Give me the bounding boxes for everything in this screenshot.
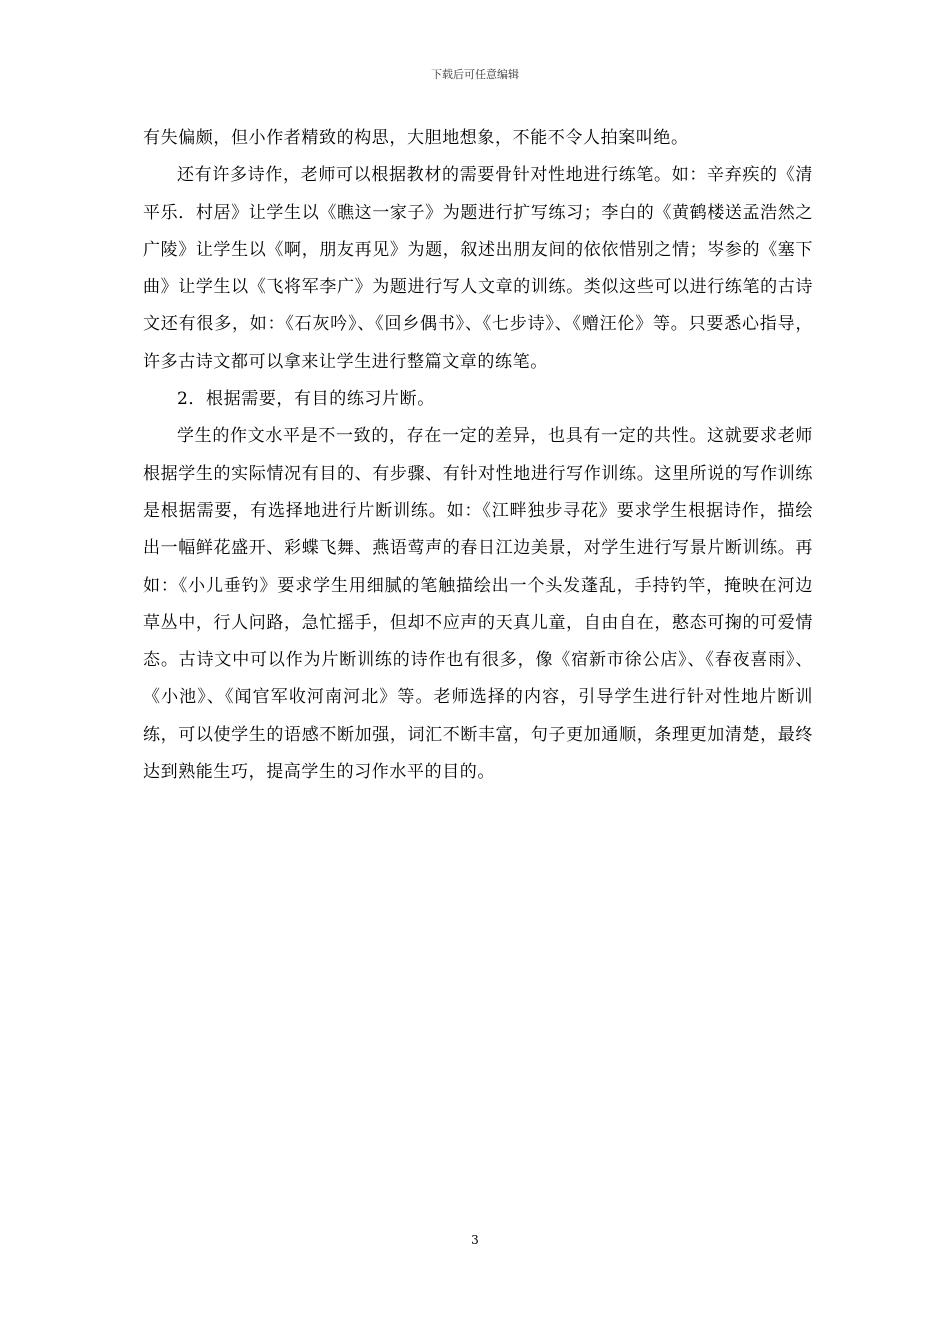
document-body — [143, 120, 813, 791]
section-heading: 2．根据需要，有目的练习片断。 — [177, 389, 435, 410]
paragraph-poem-examples: 还有许多诗作，老师可以根据教材的需要骨针对性地进行练笔。如：辛弃疾的《清平乐．村居》让学生以《瞧这一家子》为题进行扩写练习；李白的《黄鹤楼送孟浩然之广陵》让学生以《啊，朋友再见》为题，叙述出朋友间的依依惜别之情；岑参的《塞下曲》让学生以《飞将军李广》为题进行写人文章的训练。类似这些可以进行练笔的古诗文还有很多，如：《石灰吟》、《回乡偶书》、《七步诗》、《赠汪伦》等。只要悉心指导，许多古诗文都可以拿来让学生进行整篇文章的练笔。 — [143, 165, 813, 372]
page-number: 3 — [471, 1233, 479, 1247]
paragraph-fragment-training: 学生的作文水平是不一致的，存在一定的差异，也具有一定的共性。这就要求老师根据学生的实际情况有目的、有步骤、有针对性地进行写作训练。这里所说的写作训练是根据需要，有选择地进行片断训练。如：《江畔独步寻花》要求学生根据诗作，描绘出一幅鲜花盛开、彩蝶飞舞、燕语莺声的春日江边美景，对学生进行写景片断训练。再如：《小儿垂钓》要求学生用细腻的笔触描绘出一个头发蓬乱，手持钓竿，掩映在河边草丛中，行人问路，急忙摇手，但却不应声的天真儿童，自由自在，憨态可掬的可爱情态。古诗文中可以作为片断训练的诗作也有很多，像《宿新市徐公店》、《春夜喜雨》、《小池》、《闻官军收河南河北》等。老师选择的内容，引导学生进行针对性地片断训练，可以使学生的语感不断加强，词汇不断丰富，句子更加通顺，条理更加清楚，最终达到熟能生巧，提高学生的习作水平的目的。 — [143, 426, 813, 783]
paragraph-continuation: 有失偏颇，但小作者精致的构思，大胆地想象，不能不令人拍案叫绝。 — [143, 128, 689, 148]
page-header: 下载后可任意编辑 — [431, 68, 519, 81]
